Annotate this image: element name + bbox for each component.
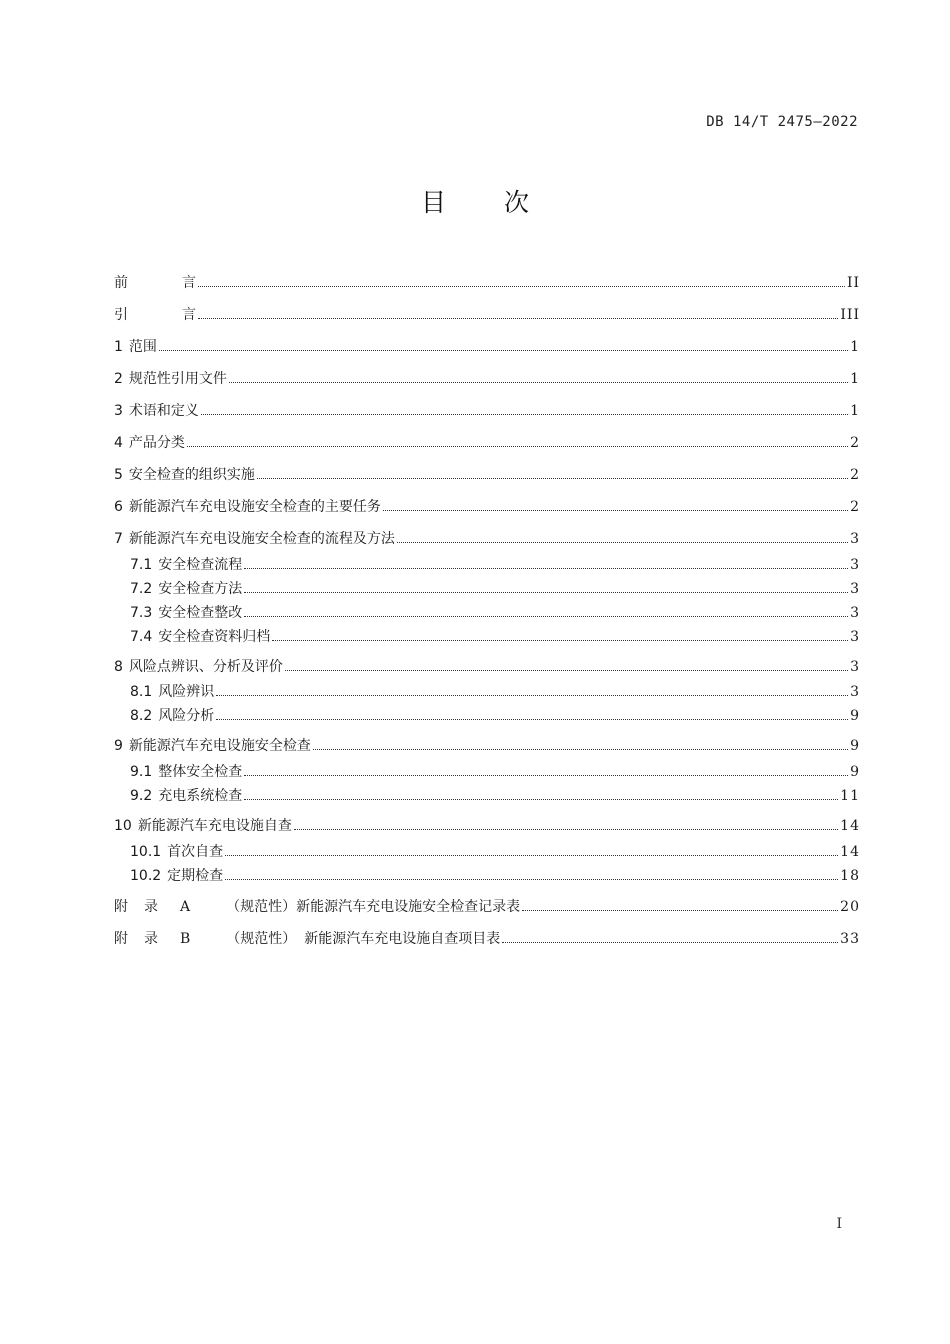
toc-page-number: 2 [850,435,860,451]
toc-section-number: 7.2 [130,581,153,597]
toc-section-number: 10.1 [130,844,162,860]
toc-section-number: 7 [114,531,123,547]
toc-section-number: 8 [114,659,123,675]
toc-section-title: 新能源汽车充电设施自查 [137,818,292,834]
toc-entry-section-2[interactable] [114,370,860,388]
toc-entry-introduction[interactable] [114,306,860,324]
toc-section-title: 新能源汽车充电设施安全检查的流程及方法 [128,531,395,547]
toc-page-number: 14 [840,844,860,860]
toc-entry-label [130,763,242,781]
toc-section-number: 5 [114,467,123,483]
appendix-word: 录 [144,931,158,947]
toc-section-title: 风险分析 [158,708,215,724]
toc-entry-label [114,402,199,420]
toc-section-number: 10 [114,818,132,834]
toc-entry-label [114,737,311,755]
toc-section-number: 3 [114,403,123,419]
toc-entry-section-8-1[interactable] [130,683,860,701]
toc-entry-section-7-4[interactable] [130,628,860,646]
toc-entry-preface[interactable] [114,274,860,292]
toc-entry-section-10-1[interactable] [130,843,860,861]
toc-page-number: 1 [850,339,860,355]
toc-section-title: 安全检查流程 [158,557,243,573]
toc-section-number: 9.2 [130,788,153,804]
toc-entry-label [114,498,381,516]
footer-page-number: I [836,1216,842,1232]
toc-entry-label-char: 言 [182,307,196,323]
toc-section-title: 规范性引用文件 [128,371,227,387]
toc-leader-dots [285,659,848,671]
appendix-title: 新能源汽车充电设施安全检查记录表 [296,899,521,915]
toc-entry-section-10-2[interactable] [130,867,860,885]
toc-entry-section-4[interactable] [114,434,860,452]
appendix-word: 录 [144,899,158,915]
toc-section-title: 安全检查的组织实施 [128,467,255,483]
toc-section-title: 安全检查资料归档 [158,629,271,645]
appendix-letter: A [180,899,191,915]
toc-entry-section-8[interactable] [114,658,860,676]
toc-entry-section-9-2[interactable] [130,787,860,805]
toc-section-title: 安全检查整改 [158,605,243,621]
toc-section-number: 7.1 [130,557,153,573]
toc-page-number: 2 [850,467,860,483]
toc-entry-appendix-b[interactable] [114,930,860,948]
toc-section-title: 新能源汽车充电设施安全检查的主要任务 [128,499,381,515]
toc-section-title: 产品分类 [128,435,185,451]
toc-entry-label [114,930,500,948]
toc-leader-dots [225,868,838,880]
appendix-word: 附 [114,931,128,947]
toc-section-number: 6 [114,499,123,515]
toc-entry-label-char: 前 [114,275,128,291]
toc-entry-label [130,580,242,598]
appendix-title: 新能源汽车充电设施自查项目表 [304,931,501,947]
toc-section-title: 范围 [128,339,157,355]
toc-page-number: 9 [850,764,860,780]
toc-page-number: II [846,275,860,291]
toc-leader-dots [383,499,848,511]
toc-section-title: 风险辨识 [158,684,215,700]
toc-section-number: 8.2 [130,708,153,724]
toc-leader-dots [244,764,848,776]
toc-entry-section-7[interactable] [114,530,860,548]
toc-section-title: 充电系统检查 [158,788,243,804]
toc-section-title: 术语和定义 [128,403,199,419]
toc-section-title: 安全检查方法 [158,581,243,597]
toc-page-number: 3 [850,557,860,573]
toc-entry-label [130,683,214,701]
toc-entry-label [114,306,196,324]
toc-entry-label [114,370,227,388]
toc-leader-dots [187,435,848,447]
toc-page-number: 14 [840,818,860,834]
toc-page-number: 3 [850,684,860,700]
toc-leader-dots [294,818,838,830]
toc-section-number: 9 [114,738,123,754]
appendix-type: （规范性） [226,899,297,915]
toc-section-number: 8.1 [130,684,153,700]
toc-leader-dots [313,738,848,750]
toc-entry-label [114,274,196,292]
toc-section-number: 7.4 [130,629,153,645]
toc-leader-dots [244,557,848,569]
toc-page-number: 3 [850,531,860,547]
toc-entry-section-9[interactable] [114,737,860,755]
toc-section-number: 7.3 [130,605,153,621]
toc-leader-dots [522,899,838,911]
toc-leader-dots [216,708,848,720]
toc-leader-dots [502,931,838,943]
toc-entry-label [130,628,270,646]
toc-section-number: 2 [114,371,123,387]
toc-leader-dots [159,339,848,351]
toc-section-number: 4 [114,435,123,451]
toc-entry-label [130,707,214,725]
toc-entry-section-9-1[interactable] [130,763,860,781]
toc-section-number: 10.2 [130,868,162,884]
toc-page-number: 2 [850,499,860,515]
toc-leader-dots [272,629,848,641]
toc-leader-dots [198,307,838,319]
toc-page-number: 3 [850,629,860,645]
toc-page-number: 1 [850,403,860,419]
page-title [0,183,950,219]
toc-entry-section-7-2[interactable] [130,580,860,598]
toc-page-number: 20 [840,899,860,915]
toc-section-title: 首次自查 [167,844,224,860]
toc-entry-label [130,556,242,574]
toc-entry-section-7-1[interactable] [130,556,860,574]
toc-entry-label [114,434,185,452]
toc-leader-dots [244,581,848,593]
toc-leader-dots [244,788,838,800]
toc-leader-dots [201,403,848,415]
toc-section-title: 定期检查 [167,868,224,884]
toc-entry-label [114,898,520,916]
toc-entry-label-char: 言 [182,275,196,291]
toc-entry-label [114,466,255,484]
toc-page-number: 3 [850,659,860,675]
toc-entry-label [130,867,223,885]
toc-entry-section-1[interactable] [114,338,860,356]
appendix-word: 附 [114,899,128,915]
toc-entry-label [130,843,223,861]
toc-entry-section-6[interactable] [114,498,860,516]
document-code: DB 14/T 2475—2022 [706,114,858,130]
toc-section-title: 风险点辨识、分析及评价 [128,659,283,675]
toc-entry-label [114,530,395,548]
toc-page-number: 18 [840,868,860,884]
toc-entry-label [114,817,292,835]
toc-page-number: 3 [850,605,860,621]
toc-leader-dots [216,684,848,696]
toc-entry-section-8-2[interactable] [130,707,860,725]
toc-entry-label-char: 引 [114,307,128,323]
toc-leader-dots [257,467,848,479]
toc-leader-dots [229,371,848,383]
toc-leader-dots [225,844,838,856]
toc-entry-section-3[interactable] [114,402,860,420]
toc-section-title: 整体安全检查 [158,764,243,780]
toc-leader-dots [198,275,845,287]
toc-section-title: 新能源汽车充电设施安全检查 [128,738,311,754]
toc-page-number: 33 [840,931,860,947]
toc-page-number: 3 [850,581,860,597]
toc-entry-section-10[interactable] [114,817,860,835]
toc-entry-label [114,338,157,356]
appendix-letter: B [180,931,191,947]
title-char-2: 次 [504,188,530,217]
toc-entry-section-5[interactable] [114,466,860,484]
toc-leader-dots [397,531,848,543]
toc-page-number: III [840,307,860,323]
toc-page-number: 9 [850,708,860,724]
toc-entry-label [130,787,242,805]
toc-leader-dots [244,605,848,617]
toc-page-number: 11 [840,788,860,804]
toc-entry-appendix-a[interactable] [114,898,860,916]
toc-entry-label [130,604,242,622]
toc-page-number: 1 [850,371,860,387]
title-char-1: 目 [420,188,446,217]
toc-entry-section-7-3[interactable] [130,604,860,622]
appendix-type: （规范性） [226,931,297,947]
toc-entry-label [114,658,283,676]
toc-page-number: 9 [850,738,860,754]
toc-section-number: 9.1 [130,764,153,780]
toc-section-number: 1 [114,339,123,355]
